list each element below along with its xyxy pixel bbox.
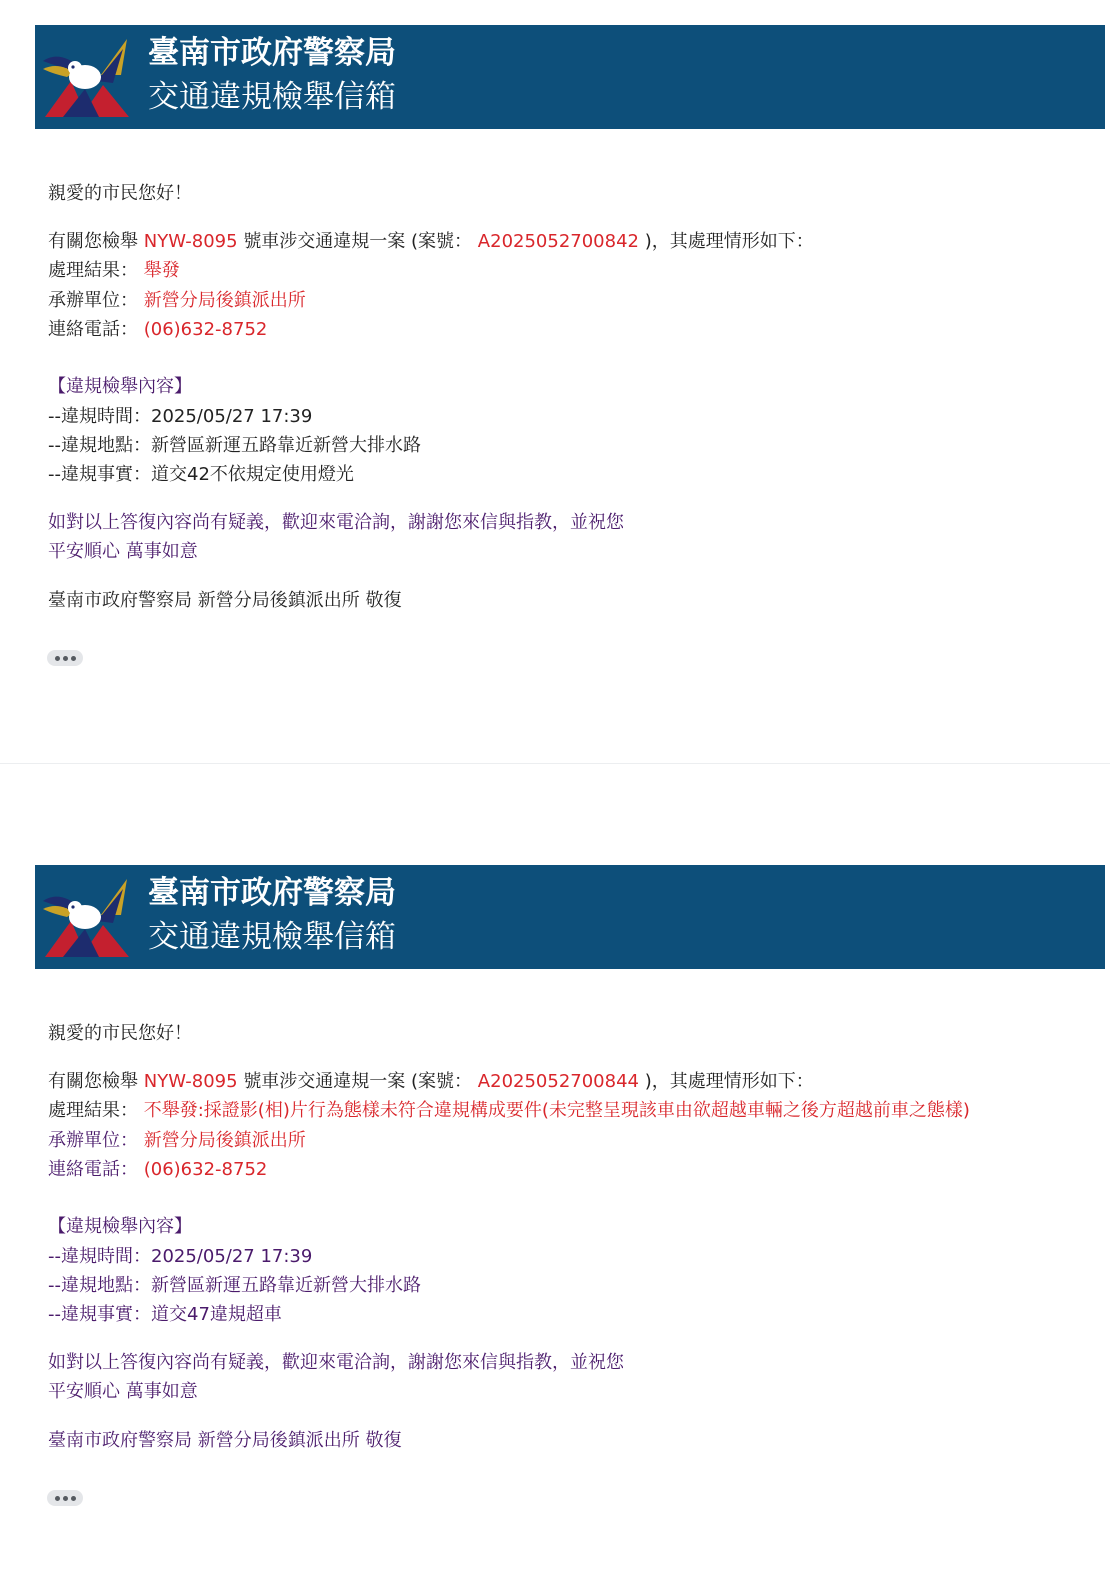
result-label: 處理結果：	[48, 260, 138, 281]
email-banner	[35, 25, 1105, 129]
banner-title-line1: 臺南市政府警察局	[148, 35, 396, 71]
unit-row	[48, 288, 306, 314]
phone-value: (06)632-8752	[143, 1159, 268, 1180]
violation-place: --違規地點：新營區新運五路靠近新營大排水路	[48, 1275, 421, 1296]
intro-middle: 號車涉交通違規一案 (案號：	[243, 1071, 473, 1092]
intro-line	[48, 1069, 814, 1095]
intro-prefix: 有關您檢舉	[48, 1071, 138, 1092]
case-number: A2025052700844	[477, 1071, 639, 1092]
more-dot	[63, 656, 68, 661]
banner-title-line2: 交通違規檢舉信箱	[148, 79, 396, 115]
intro-middle: 號車涉交通違規一案 (案號：	[243, 231, 473, 252]
email-banner	[35, 865, 1105, 969]
result-label: 處理結果：	[48, 1100, 138, 1121]
show-trimmed-content-button[interactable]	[47, 650, 83, 666]
closing-line-1: 如對以上答復內容尚有疑義，歡迎來電洽詢，謝謝您來信與指教，並祝您	[48, 512, 624, 533]
result-value: 舉發	[143, 260, 180, 281]
closing-line-2: 平安順心 萬事如意	[48, 541, 198, 562]
signature: 臺南市政府警察局 新營分局後鎮派出所 敬復	[48, 1430, 402, 1451]
phone-value: (06)632-8752	[143, 319, 268, 340]
violation-fact: --違規事實：道交42不依規定使用燈光	[48, 464, 354, 485]
greeting: 親愛的市民您好！	[48, 1023, 192, 1044]
unit-label: 承辦單位：	[48, 1130, 138, 1151]
message-divider	[0, 763, 1110, 764]
more-dot	[55, 1496, 60, 1501]
intro-line	[48, 229, 814, 255]
violation-time: --違規時間：2025/05/27 17:39	[48, 406, 313, 427]
unit-row	[48, 1128, 306, 1154]
more-dot	[71, 1496, 76, 1501]
section-title: 【違規檢舉內容】	[48, 1216, 192, 1237]
intro-prefix: 有關您檢舉	[48, 231, 138, 252]
case-number: A2025052700842	[477, 231, 639, 252]
result-row	[48, 258, 180, 284]
phone-row	[48, 317, 267, 343]
violation-time: --違規時間：2025/05/27 17:39	[48, 1246, 313, 1267]
more-dot	[71, 656, 76, 661]
more-dot	[55, 656, 60, 661]
violation-fact: --違規事實：道交47違規超車	[48, 1304, 282, 1325]
banner-title-line1: 臺南市政府警察局	[148, 875, 396, 911]
police-bird-logo-icon	[41, 875, 133, 959]
greeting: 親愛的市民您好！	[48, 183, 192, 204]
closing-line-1: 如對以上答復內容尚有疑義，歡迎來電洽詢，謝謝您來信與指教，並祝您	[48, 1352, 624, 1373]
violation-place: --違規地點：新營區新運五路靠近新營大排水路	[48, 435, 421, 456]
result-value: 不舉發:採證影(相)片行為態樣未符合違規構成要件(未完整呈現該車由欲超越車輛之後方超越前車之態樣)	[143, 1100, 970, 1121]
show-trimmed-content-button[interactable]	[47, 1490, 83, 1506]
signature: 臺南市政府警察局 新營分局後鎮派出所 敬復	[48, 590, 402, 611]
unit-value: 新營分局後鎮派出所	[143, 1130, 306, 1151]
police-bird-logo-icon	[41, 35, 133, 119]
plate-number: NYW-8095	[143, 1071, 238, 1092]
plate-number: NYW-8095	[143, 231, 238, 252]
intro-suffix: )，其處理情形如下：	[644, 231, 814, 252]
result-row	[48, 1098, 970, 1124]
more-dot	[63, 1496, 68, 1501]
intro-suffix: )，其處理情形如下：	[644, 1071, 814, 1092]
phone-row	[48, 1157, 267, 1183]
phone-label: 連絡電話：	[48, 319, 138, 340]
unit-value: 新營分局後鎮派出所	[143, 290, 306, 311]
closing-line-2: 平安順心 萬事如意	[48, 1381, 198, 1402]
banner-title-line2: 交通違規檢舉信箱	[148, 919, 396, 955]
section-title: 【違規檢舉內容】	[48, 376, 192, 397]
unit-label: 承辦單位：	[48, 290, 138, 311]
phone-label: 連絡電話：	[48, 1159, 138, 1180]
